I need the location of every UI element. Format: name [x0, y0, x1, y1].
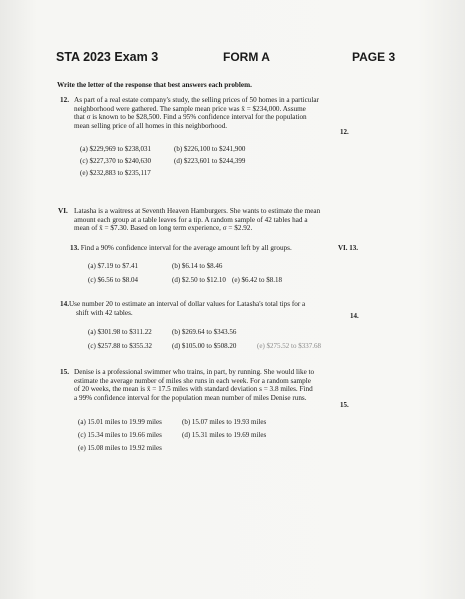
question-12 — [60, 96, 69, 105]
text-line: mean selling price of all homes in this neighborhood. — [74, 121, 228, 130]
option-c: (c) $6.56 to $8.04 — [88, 276, 138, 284]
answer-blank-14: 14. — [350, 312, 359, 320]
option-d: (d) $2.50 to $12.10 — [172, 276, 226, 284]
answer-blank-13: VI. 13. — [338, 244, 359, 252]
question-14: 14.Use number 20 to estimate an interval of dollar values for Latasha's total tips for a shift with 42 tables. — [60, 300, 350, 317]
text-line: shift with 42 tables. — [76, 308, 133, 317]
question-number: 12. — [60, 96, 69, 104]
question-13-text: Find a 90% confidence interval for the average amount left by all groups. — [80, 244, 292, 252]
question-15: 15. — [60, 368, 69, 376]
option-a: (a) $7.19 to $7.41 — [88, 262, 138, 270]
text-line: neighborhood were gathered. The sample mean price was x̄ = $234,000. Assume — [74, 104, 306, 113]
option-a: (a) $301.98 to $311.22 — [88, 328, 152, 336]
text-line: a 99% confidence interval for the population mean number of miles Denise runs. — [74, 393, 307, 402]
instructions: Write the letter of the response that best answers each problem. — [57, 81, 252, 89]
option-d: (d) 15.31 miles to 19.69 miles — [182, 431, 267, 439]
option-e: (e) $275.52 to $337.68 — [257, 342, 321, 350]
answer-blank-12: 12. — [340, 128, 349, 136]
section-vi-text — [74, 207, 354, 233]
option-e: (e) $6.42 to $8.18 — [232, 276, 282, 284]
answer-blank-15: 15. — [340, 401, 349, 409]
option-d: (d) $223,601 to $244,399 — [174, 157, 246, 165]
text-line: that σ is known to be $28,500. Find a 95% confidence interval for the population — [74, 113, 307, 122]
text-line: As part of a real estate company's study, the selling prices of 50 homes in a particular — [74, 96, 319, 104]
option-b: (b) 15.07 miles to 19.93 miles — [182, 418, 267, 426]
question-13: 13. Find a 90% confidence interval for the average amount left by all groups. — [70, 244, 292, 252]
text-line: of 20 weeks, the mean is x̄ = 17.5 miles with standard deviation s = 3.8 miles. Find — [74, 385, 313, 394]
option-e: (e) $232,883 to $235,117 — [80, 169, 151, 177]
section-vi-number: VI. — [58, 207, 68, 215]
form-label: FORM A — [223, 50, 270, 64]
question-12-text — [74, 96, 354, 130]
text-line: Use number 20 to estimate an interval of dollar values for Latasha's total tips for a — [68, 300, 306, 308]
text-line: Latasha is a waitress at Seventh Heaven Hamburgers. She wants to estimate the mean — [74, 207, 321, 215]
option-a: (a) $229,969 to $238,031 — [80, 145, 151, 153]
text-line: mean of x̄ = $7.30. Based on long term experience, σ = $2.92. — [74, 224, 253, 233]
option-c: (c) 15.34 miles to 19.66 miles — [78, 431, 162, 439]
option-b: (b) $6.14 to $8.46 — [172, 262, 223, 270]
page-number: PAGE 3 — [352, 50, 396, 64]
option-d: (d) $105.00 to $508.20 — [172, 342, 237, 350]
option-a: (a) 15.01 miles to 19.99 miles — [78, 418, 162, 426]
course-title: STA 2023 Exam 3 — [56, 50, 159, 64]
option-b: (b) $269.64 to $343.56 — [172, 328, 237, 336]
option-e: (e) 15.08 miles to 19.92 miles — [78, 444, 162, 452]
text-line: estimate the average number of miles she runs in each week. For a random sample — [74, 376, 311, 385]
option-b: (b) $226,100 to $241,900 — [174, 145, 246, 153]
option-c: (c) $257.88 to $355.32 — [88, 342, 152, 350]
text-line: Denise is a professional swimmer who trains, in part, by running. She would like to — [74, 368, 315, 376]
option-c: (c) $227,370 to $240,630 — [80, 157, 151, 165]
text-line: amount each group at a table leaves for a tip. A random sample of 42 tables had a — [74, 215, 308, 224]
question-15-text — [74, 368, 354, 402]
